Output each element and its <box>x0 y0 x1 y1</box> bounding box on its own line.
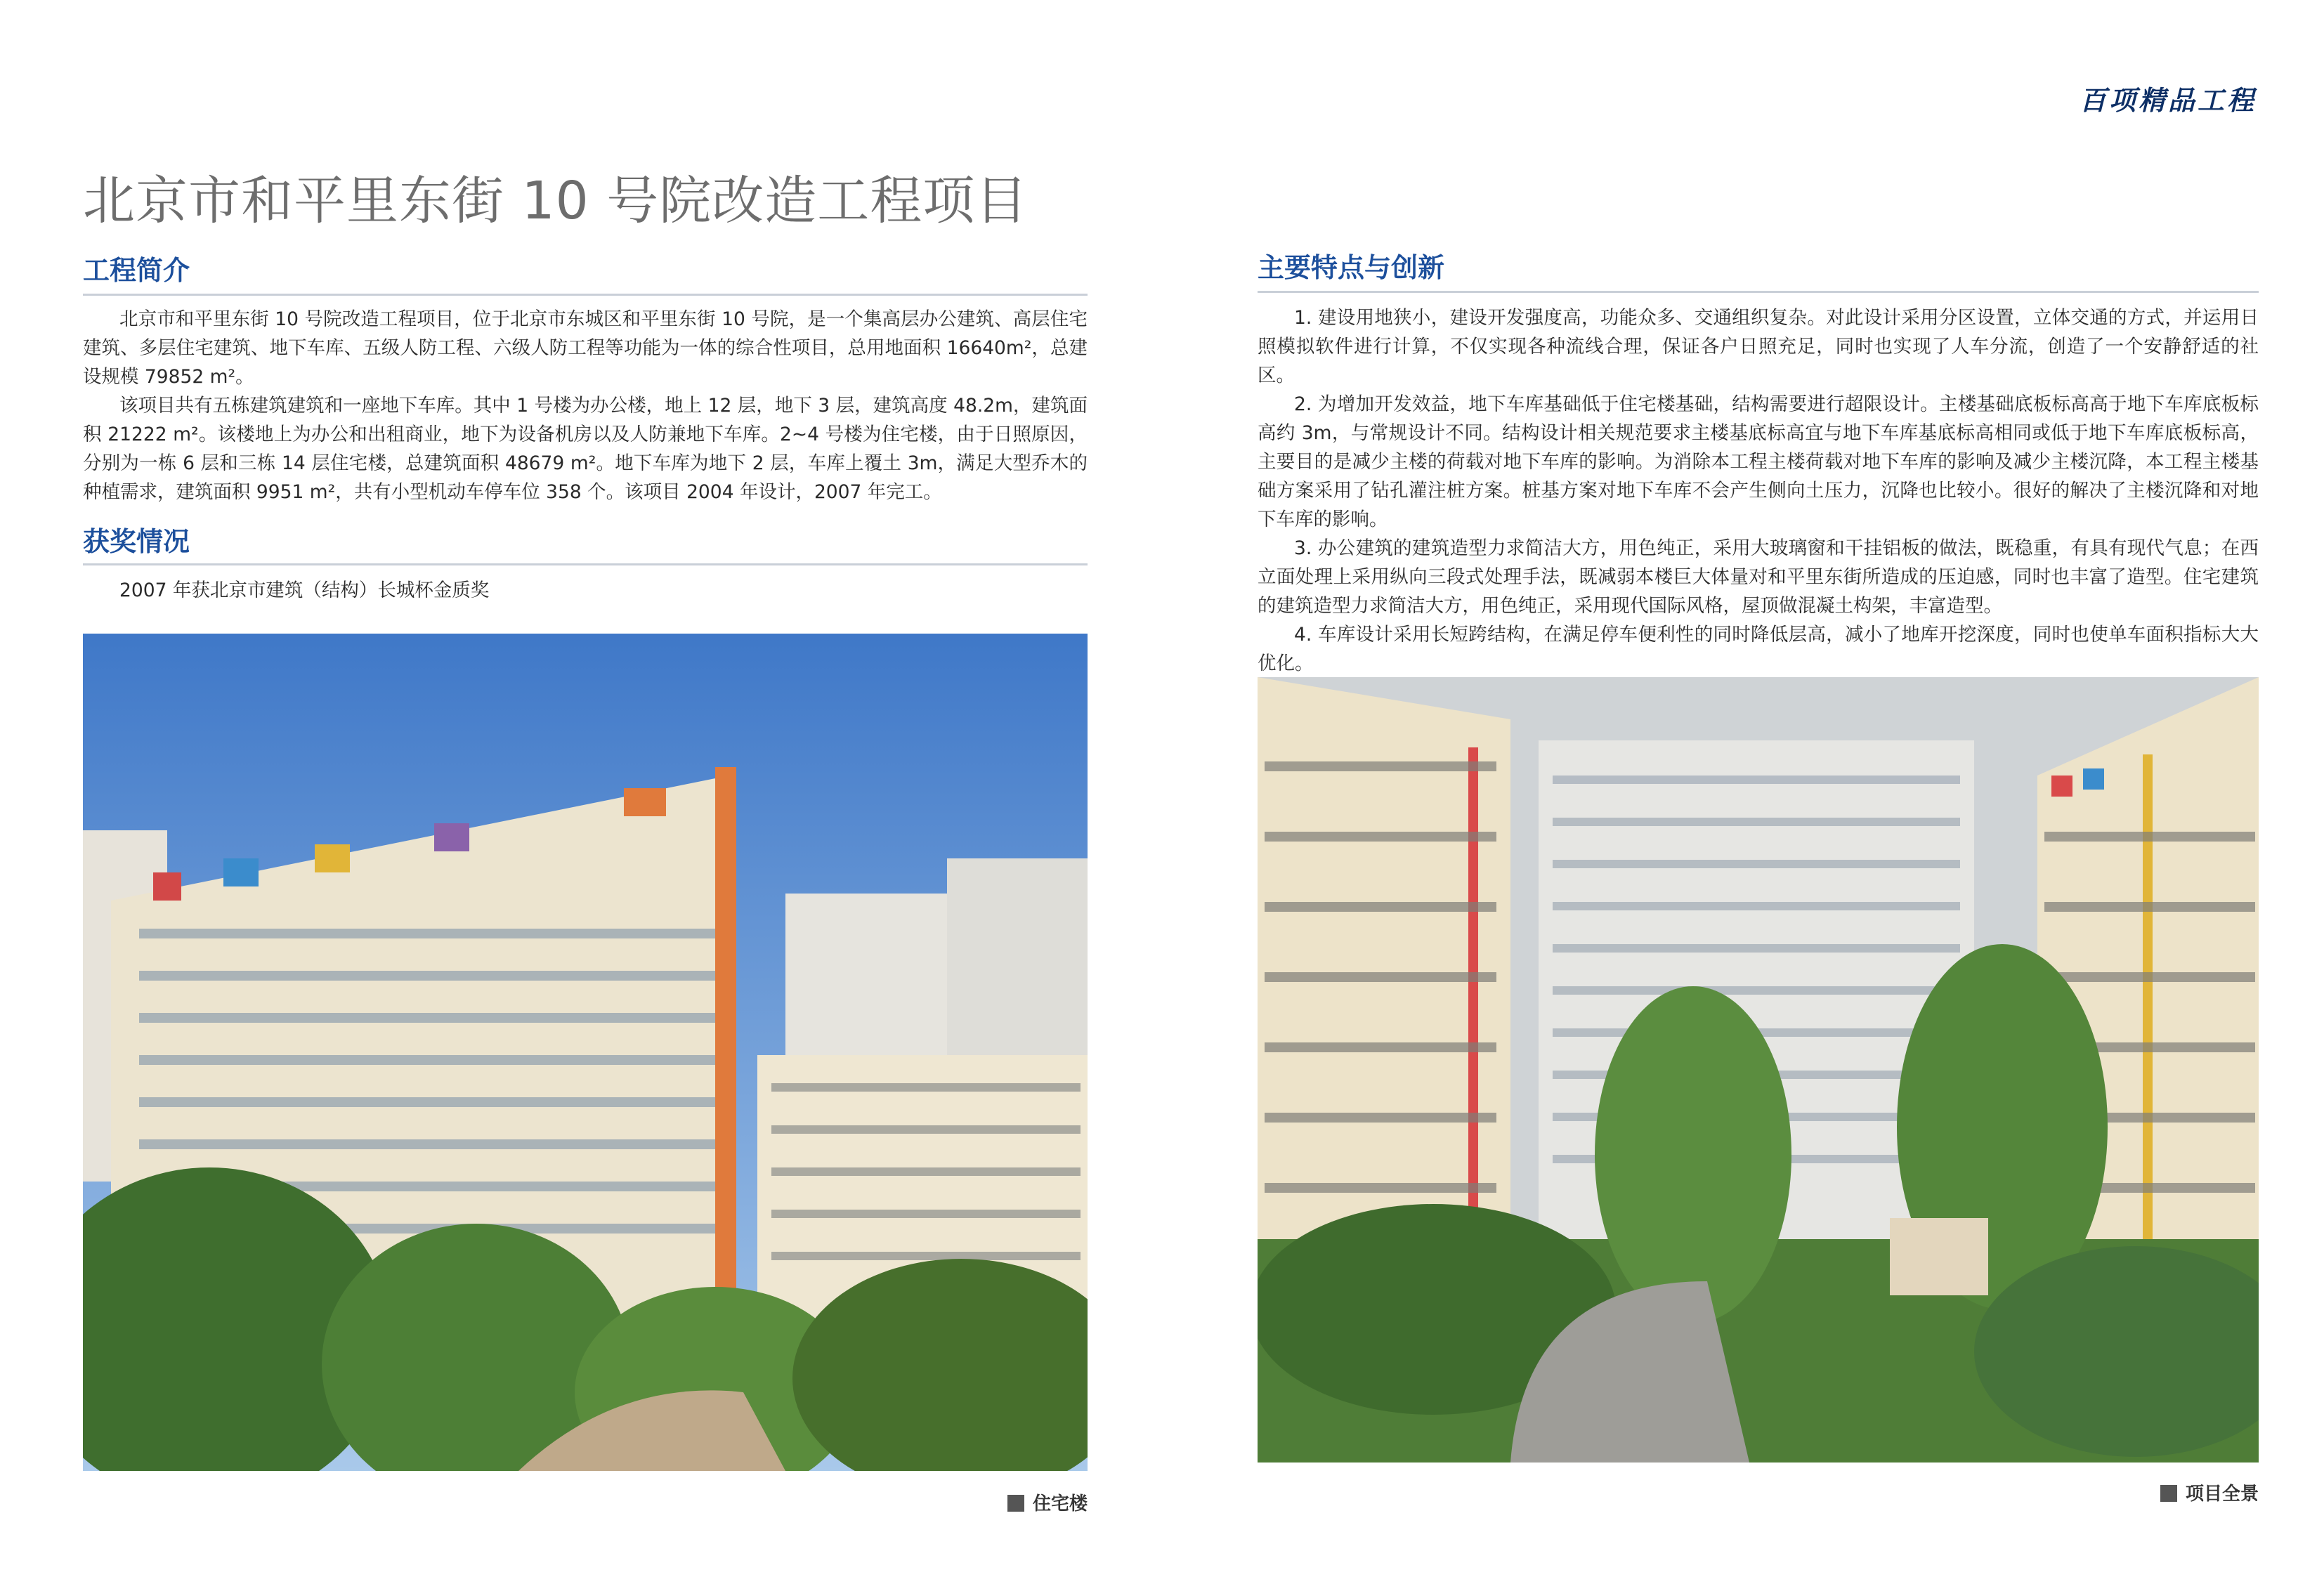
residential-building-illustration <box>83 634 1088 1471</box>
features-heading: 主要特点与创新 <box>1258 252 1445 283</box>
feature-paragraph: 3. 办公建筑的建筑造型力求简洁大方，用色纯正，采用大玻璃窗和干挂铝板的做法，既稳重，有具有现代气息；在西立面处理上采用纵向三段式处理手法，既减弱本楼巨大体量对和平里东街所造成的压迫感，同时也丰富了造型。住宅建筑的建筑造型力求简洁大方，用色纯正，采用现代国际风格，屋顶做混凝土构架，丰富造型。 <box>1258 537 2259 617</box>
intro-divider <box>83 294 1088 296</box>
intro-heading: 工程简介 <box>83 255 190 286</box>
page-title: 北京市和平里东街 10 号院改造工程项目 <box>83 171 1029 231</box>
left-photo-caption <box>913 1489 1088 1517</box>
left-caption-text: 住宅楼 <box>1032 1493 1088 1514</box>
feature-paragraph: 1. 建设用地狭小，建设开发强度高，功能众多、交通组织复杂。对此设计采用分区设置，立体交通的方式，并运用日照模拟软件进行计算，不仅实现各种流线合理，保证各户日照充足，同时也实现了人车分流，创造了一个安静舒适的社区。 <box>1258 307 2259 386</box>
feature-paragraph: 2. 为增加开发效益，地下车库基础低于住宅楼基础，结构需要进行超限设计。主楼基础底板标高高于地下车库底板标高约 3m，与常规设计不同。结构设计相关规范要求主楼基底标高宜与地下车库基底标高相同或低于地下车库底板标高，主要目的是减少主楼的荷载对地下车库的影响。为消除本工程主楼荷载对地下车库的影响及减少主楼沉降，本工程主楼基础方案采用了钻孔灌注桩方案。桩基方案对地下车库不会产生侧向土压力，沉降也比较小。很好的解决了主楼沉降和对地下车库的影响。 <box>1258 393 2259 530</box>
awards-divider <box>83 563 1088 565</box>
caption-square-icon <box>2160 1485 2177 1502</box>
residential-building-photo <box>83 634 1088 1471</box>
intro-text <box>83 305 1088 506</box>
feature-paragraph: 4. 车库设计采用长短跨结构，在满足停车便利性的同时降低层高，减小了地库开挖深度，同时也使单车面积指标大大优化。 <box>1258 624 2259 674</box>
award-item: 2007 年获北京市建筑（结构）长城杯金质奖 <box>119 580 490 601</box>
project-panorama-illustration <box>1258 677 2259 1463</box>
section-label: 百项精品工程 <box>2080 84 2257 116</box>
right-caption-text: 项目全景 <box>2185 1484 2259 1505</box>
awards-text <box>83 576 1088 605</box>
caption-square-icon <box>1007 1495 1024 1512</box>
right-photo-caption <box>2080 1479 2259 1507</box>
project-panorama-photo <box>1258 677 2259 1463</box>
awards-heading: 获奖情况 <box>83 526 190 557</box>
intro-paragraph: 北京市和平里东街 10 号院改造工程项目，位于北京市东城区和平里东街 10 号院，是一个集高层办公建筑、高层住宅建筑、多层住宅建筑、地下车库、五级人防工程、六级人防工程等功能为一体的综合性项目，总用地面积 16640m²，总建设规模 79852 m²。 <box>83 308 1088 388</box>
features-divider <box>1258 291 2259 293</box>
intro-paragraph: 该项目共有五栋建筑建筑和一座地下车库。其中 1 号楼为办公楼，地上 12 层，地下 3 层，建筑高度 48.2m，建筑面积 21222 m²。该楼地上为办公和出租商业，地下为设备机房以及人防兼地下车库。2~4 号楼为住宅楼，由于日照原因，分别为一栋 6 层和三栋 14 层住宅楼，总建筑面积 48679 m²。地下车库为地下 2 层，车库上覆土 3m，满足大型乔木的种植需求，建筑面积 9951 m²，共有小型机动车停车位 358 个。该项目 2004 年设计，2007 年完工。 <box>83 395 1088 503</box>
features-text <box>1258 303 2259 678</box>
